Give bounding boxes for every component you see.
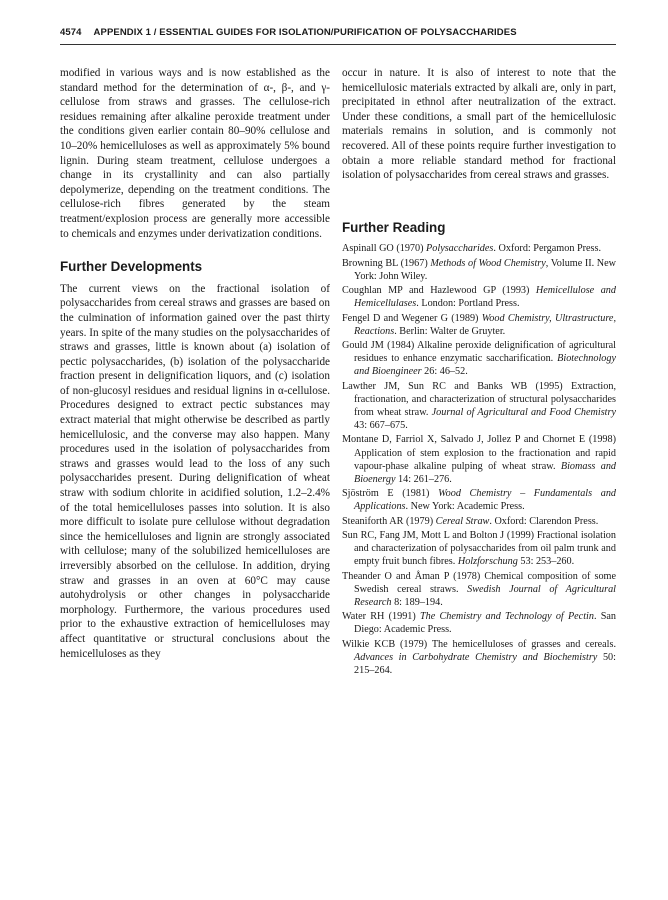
reference-item: Wilkie KCB (1979) The hemicelluloses of grasses and cereals. Advances in Carbohydrate Chemistry and Biochemistry 50: 215–264. [342,638,616,676]
reference-item: Theander O and Åman P (1978) Chemical composition of some Swedish cereal straws. Swedish Journal of Agricultural Research 8: 189–194. [342,570,616,608]
reference-item: Steaniforth AR (1979) Cereal Straw. Oxford: Clarendon Press. [342,515,599,527]
right-column [342,66,616,678]
reference-item: Water RH (1991) The Chemistry and Technology of Pectin. San Diego: Academic Press. [342,611,616,636]
reference-item: Sun RC, Fang JM, Mott L and Bolton J (1999) Fractional isolation and characterization of polysaccharides from oil palm trunk and empty fruit bunch fibres. Holzforschung 53: 253–260. [342,529,616,568]
reference-list [342,242,616,677]
intro-paragraph: modified in various ways and is now established as the standard method for the determination of α-, β-, and γ-cellulose from straws and grasses. The cellulose-rich residues remaining after alkaline peroxide treatment under the conditions given earlier contain 80–90% cellulose and 10–20% hemicelluloses as well as approximately 5% bound lignin. During steam treatment, cellulose undergoes a change in its crystallinity and can also partially depolymerize, depending on the treatment conditions. The cellulose-rich fibres generated by the steam treatment/explosion process are generally more accessible to chemicals and enzymes under derivatization conditions. [60,67,330,240]
reference-item: Lawther JM, Sun RC and Banks WB (1995) Extraction, fractionation, and characterization of structural polysaccharides from wheat straw. Journal of Agricultural and Food Chemistry 43: 667–675. [342,380,616,432]
header-rule [60,44,616,45]
reference-item: Montane D, Farriol X, Salvado J, Jollez P and Chornet E (1998) Application of stem explosion to the fractionation and rapid vapour-phase alkaline pulping of wheat straw. Biomass and Bioenergy 14: 261–276. [342,434,617,485]
reference-item: Sjöström E (1981) Wood Chemistry – Fundamentals and Applications. New York: Academic Press. [342,488,617,513]
continuation-paragraph: occur in nature. It is also of interest to note that the hemicellulosic materials extracted by alkali are, only in part, precipitated in ethnol after neutralization of the extract. Under these conditions, a small part of the hemicellulosic materials remains in solution, and is commonly not recovered. All of these points require further investigation to obtain a more reliable standard method for fractional isolation of polysaccharides from cereal straws and grasses. [342,67,616,182]
further-developments-paragraph: The current views on the fractional isolation of polysaccharides from cereal straws and grasses are based on the culmination of information gained over the past thirty years. In spite of the many studies on the polysaccharides of straws and grasses, little is known about (a) isolation of pectic polysaccharides, (b) isolation of the polysaccharide fraction present in delignification liquors, and (c) isolation of non-glucosyl residues and residual lignins in α-cellulose. Procedures designed to extract pectic substances may extract material that might otherwise be described as partly hemicellulosic, and the converse may also happen. Many procedures used in the isolation of polysaccharides from straws and grasses would lead to the loss of any such polysaccharides present. During delignification of wheat straw with sodium chlorite in acidified solution, 1.2–2.4% of the total hemicelluloses passes into solution. It is also more difficult to isolate pure cellulose without degradation since the hemicelluloses and lignin are strongly associated with cellulose; many of the solubilized hemicelluloses are irreversibly absorbed on the cellulose. In addition, drying straw and grasses in an oven at 60°C may cause autohydrolysis or other changes in polysaccharide morphology. Furthermore, the various procedures used prior to the exhaustive extraction of hemicelluloses may affect quantitative or structural conclusions about the hemicelluloses as they [60,282,330,660]
page-number: 4574 [60,27,82,38]
reference-item: Fengel D and Wegener G (1989) Wood Chemistry, Ultrastructure, Reactions. Berlin: Walter de Gruyter. [342,312,616,337]
reference-item: Coughlan MP and Hazlewood GP (1993) Hemicellulose and Hemicellulases. London: Portland Press. [342,285,616,310]
section-heading-further-developments: Further Developments [60,259,203,275]
left-column [60,66,330,661]
reference-item: Browning BL (1967) Methods of Wood Chemistry, Volume II. New York: John Wiley. [342,257,616,282]
running-header [60,27,616,38]
section-heading-further-reading: Further Reading [342,219,446,235]
running-title: APPENDIX 1 / ESSENTIAL GUIDES FOR ISOLATION/PURIFICATION OF POLYSACCHARIDES [93,27,517,38]
reference-item: Gould JM (1984) Alkaline peroxide delignification of agricultural residues to enhance enzymatic saccharification. Biotechnology and Bioengineer 26: 46–52. [342,340,616,378]
reference-item: Aspinall GO (1970) Polysaccharides. Oxford: Pergamon Press. [342,243,602,255]
